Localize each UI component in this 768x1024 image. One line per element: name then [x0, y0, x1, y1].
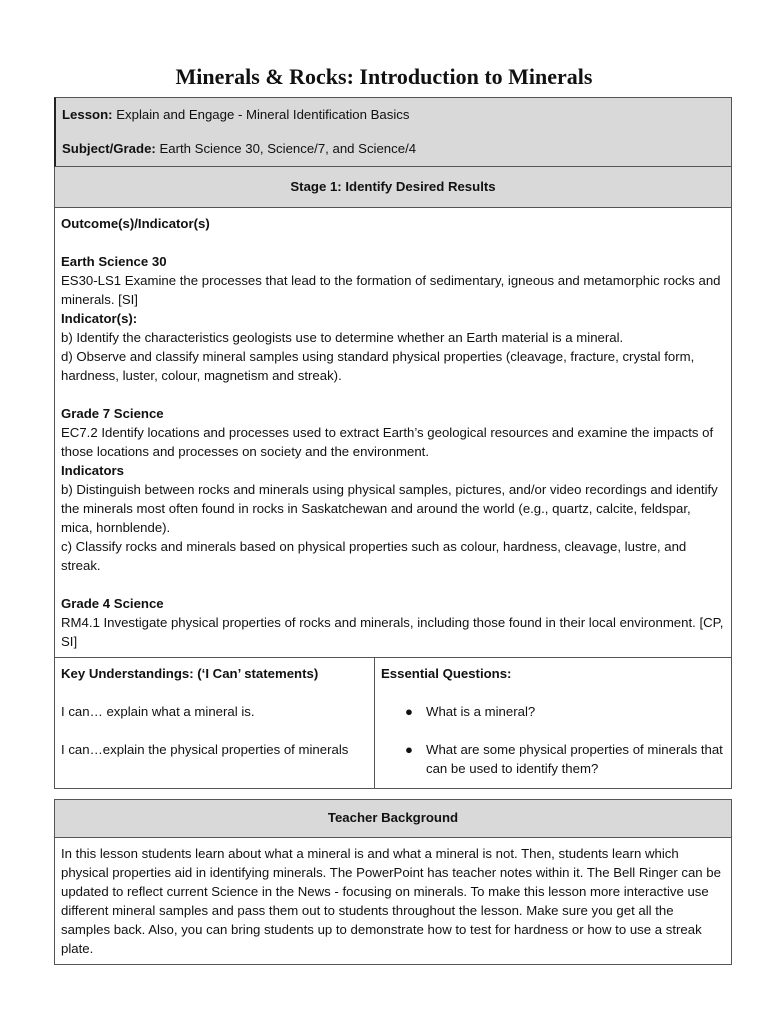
es30-indicator-b: b) Identify the characteristics geologists use to determine whether an Earth material is a mineral. [61, 330, 624, 345]
outcomes-section [54, 208, 732, 658]
lesson-info-block [54, 97, 732, 167]
key-understanding-item: I can…explain the physical properties of minerals [61, 742, 349, 757]
document-title: Minerals & Rocks: Introduction to Minerals [175, 64, 593, 89]
key-understandings-heading: Key Understandings: (‘I Can’ statements) [61, 666, 319, 681]
teacher-background-heading: Teacher Background [54, 799, 732, 838]
list-item [381, 740, 725, 778]
key-understanding-item: I can… explain what a mineral is. [61, 704, 255, 719]
lesson-value: Explain and Engage - Mineral Identification Basics [116, 107, 410, 122]
es30-indicator-d: d) Observe and classify mineral samples using standard physical properties (cleavage, fracture, crystal form, hardness, luster, colour, magnetism and streak). [61, 349, 695, 383]
es30-indicators-heading: Indicator(s): [61, 311, 138, 326]
teacher-background-text: In this lesson students learn about what a mineral is and what a mineral is not. Then, students learn which physical properties aid in identifying minerals. The PowerPoint has teacher notes within it. The Bell Ringer can be updated to reflect current Science in the News - focusing on minerals. To make this lesson more interactive use different mineral samples and pass them out to students throughout the lesson. Make sure you get all the samples back. Also, you can bring students up to demonstrate how to test for hardness or how to use a streak plate. [61, 846, 721, 956]
es30-outcome: ES30-LS1 Examine the processes that lead to the formation of sedimentary, igneous and metamorphic rocks and minerals. [SI] [61, 273, 721, 307]
subject-label: Subject/Grade: [62, 141, 156, 156]
outcomes-heading: Outcome(s)/Indicator(s) [61, 216, 210, 231]
teacher-background-body [54, 838, 732, 965]
g7-heading: Grade 7 Science [61, 406, 164, 421]
g7-indicators-heading: Indicators [61, 463, 125, 478]
essential-questions-list [381, 702, 725, 778]
essential-questions-cell [375, 658, 731, 788]
bullet-icon: ● [405, 704, 413, 719]
subject-row [56, 132, 731, 166]
g7-outcome: EC7.2 Identify locations and processes used to extract Earth’s geological resources and examine the impacts of those locations and processes on society and the environment. [61, 425, 714, 459]
lesson-row [56, 98, 731, 132]
essential-question-text: What are some physical properties of minerals that can be used to identify them? [426, 742, 723, 776]
essential-question-text: What is a mineral? [426, 704, 536, 719]
g4-outcome: RM4.1 Investigate physical properties of rocks and minerals, including those found in their local environment. [CP, SI] [61, 615, 724, 649]
bullet-icon: ● [405, 742, 413, 757]
es30-heading: Earth Science 30 [61, 254, 167, 269]
key-understandings-cell [55, 658, 375, 788]
g4-heading: Grade 4 Science [61, 596, 164, 611]
g7-indicator-b: b) Distinguish between rocks and minerals using physical samples, pictures, and/or video recordings and identify the minerals most often found in rocks in Saskatchewan and around the world (e.g., quartz, calcite, feldspar, mica, hornblende). [61, 482, 718, 535]
list-item [381, 702, 725, 721]
subject-value: Earth Science 30, Science/7, and Science/4 [159, 141, 417, 156]
lesson-plan-table [54, 97, 732, 965]
understandings-questions-row [54, 658, 732, 789]
essential-questions-heading: Essential Questions: [381, 666, 512, 681]
stage1-heading: Stage 1: Identify Desired Results [54, 167, 732, 208]
lesson-label: Lesson: [62, 107, 113, 122]
g7-indicator-c: c) Classify rocks and minerals based on physical properties such as colour, hardness, cleavage, lustre, and streak. [61, 539, 687, 573]
